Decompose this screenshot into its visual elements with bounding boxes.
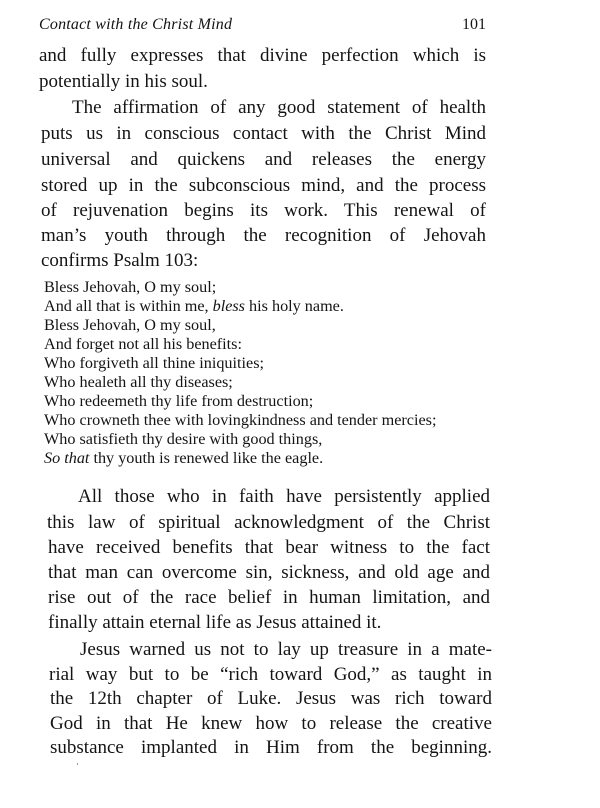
text-line: of rejuvenation begins its work. This renewal of [41, 200, 486, 221]
text-line: that man can overcome sin, sickness, and old age and [48, 562, 490, 583]
running-head [39, 16, 486, 38]
text-line: and fully expresses that divine perfection which is [39, 45, 486, 66]
text-line: have received benefits that bear witness to the fact [48, 537, 490, 558]
text-line: stored up in the subconscious mind, and the process [41, 175, 486, 196]
text-line: puts us in conscious contact with the Christ Mind [41, 123, 486, 144]
text-line: All those who in faith have persistently applied [78, 486, 490, 507]
text-line: rise out of the race belief in human limitation, and [48, 587, 490, 608]
text-line: God in that He knew how to release the creative [50, 713, 492, 734]
verse-line: Who redeemeth thy life from destruction; [44, 392, 314, 410]
verse-line: So that thy youth is renewed like the eagle. [44, 449, 324, 467]
verse-line: Bless Jehovah, O my soul, [44, 316, 216, 334]
text-line: potentially in his soul. [39, 71, 208, 92]
verse-line: Who crowneth thee with lovingkindness and tender mercies; [44, 411, 437, 429]
verse-line: Who satisfieth thy desire with good things, [44, 430, 323, 448]
text-line: universal and quickens and releases the energy [41, 149, 486, 170]
verse-line: And all that is within me, bless his holy name. [44, 297, 344, 315]
text-line: substance implanted in Him from the beginning. [50, 737, 492, 758]
verse-line: Bless Jehovah, O my soul; [44, 278, 217, 296]
text-line: the 12th chapter of Luke. Jesus was rich toward [50, 688, 492, 709]
verse-line: And forget not all his benefits: [44, 335, 242, 353]
scan-speck [77, 763, 78, 765]
page-number: 101 [462, 16, 486, 33]
text-line: this law of spiritual acknowledgment of the Christ [47, 512, 490, 533]
text-line: confirms Psalm 103: [41, 250, 199, 271]
text-line: finally attain eternal life as Jesus attained it. [48, 612, 382, 633]
text-line: The affirmation of any good statement of health [72, 97, 486, 118]
text-line: man’s youth through the recognition of Jehovah [41, 225, 486, 246]
verse-line: Who healeth all thy diseases; [44, 373, 233, 391]
text-line: Jesus warned us not to lay up treasure in a mate- [80, 639, 492, 660]
verse-line: Who forgiveth all thine iniquities; [44, 354, 264, 372]
text-line: rial way but to be “rich toward God,” as taught in [49, 664, 492, 685]
running-title: Contact with the Christ Mind [39, 16, 233, 33]
